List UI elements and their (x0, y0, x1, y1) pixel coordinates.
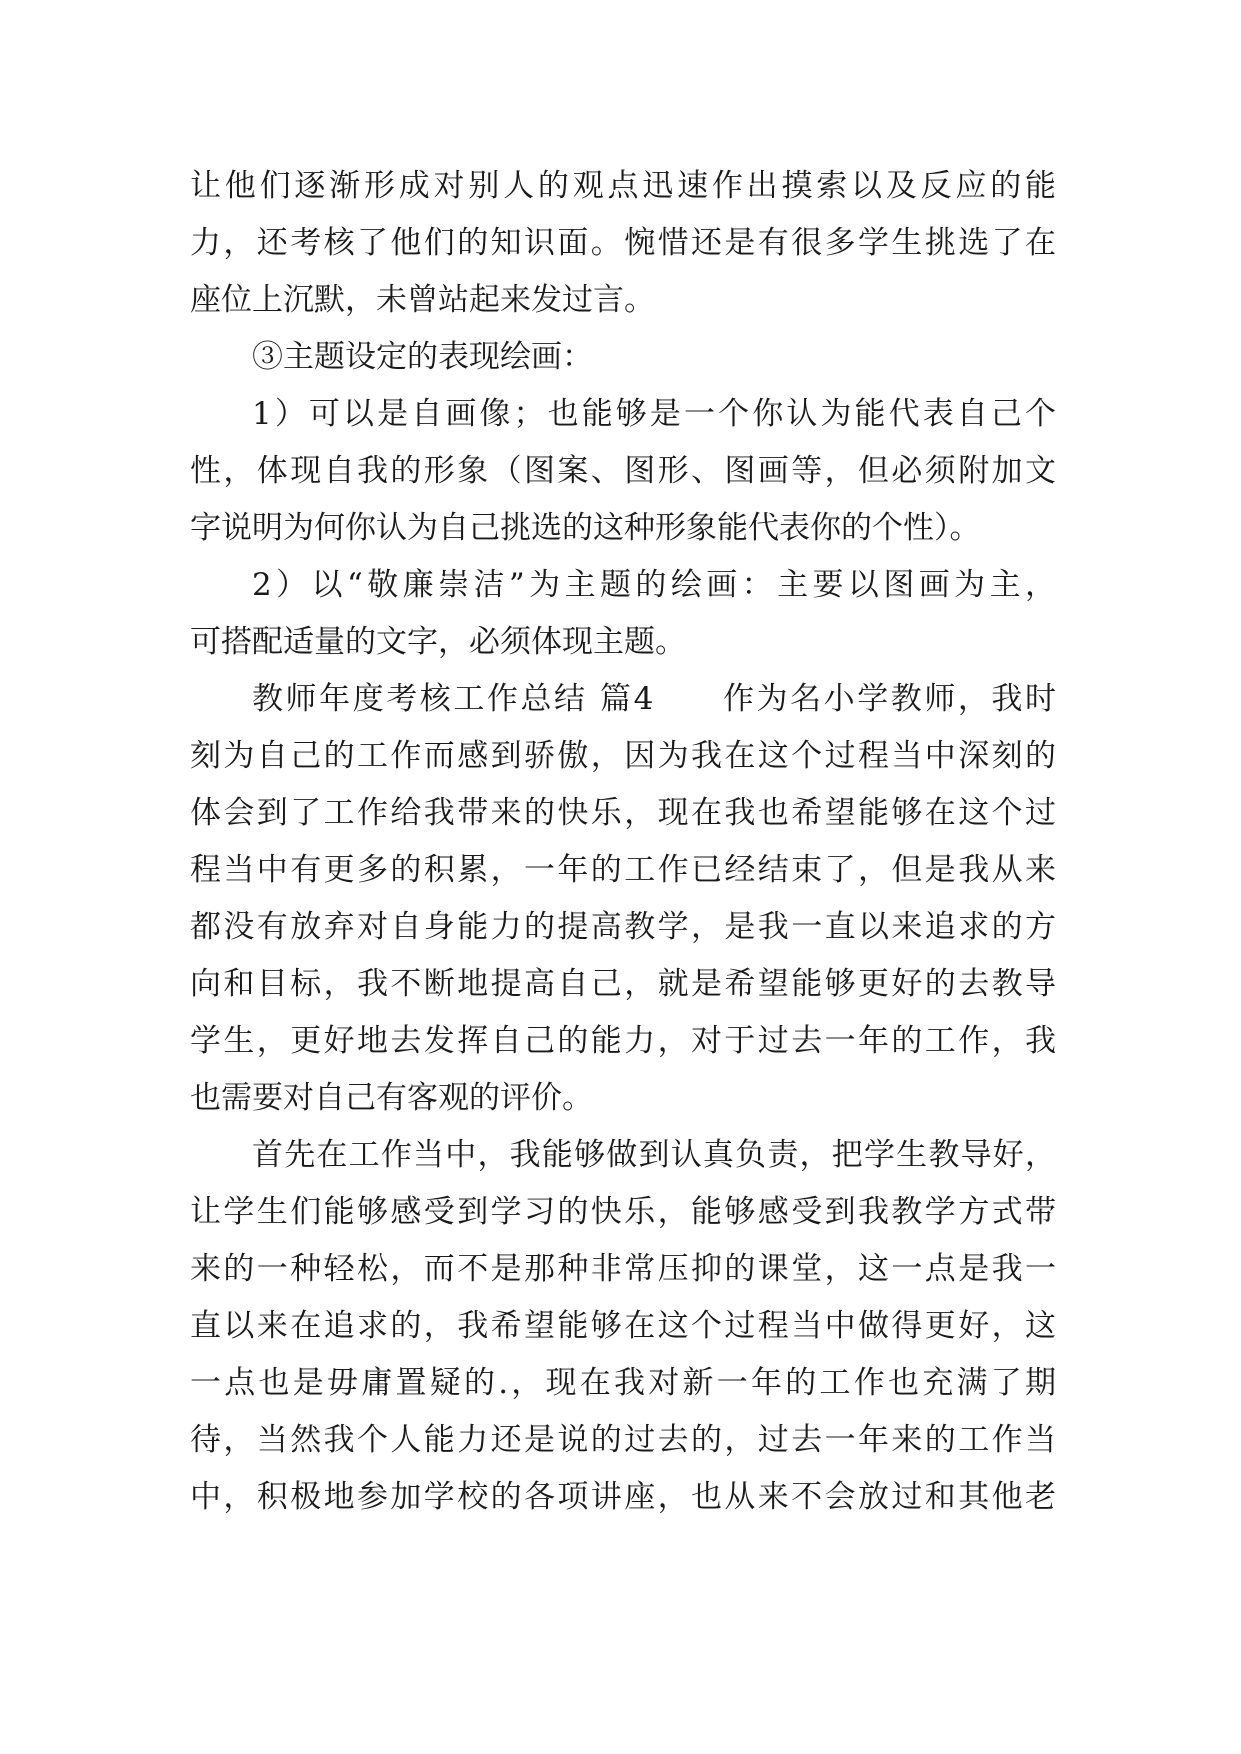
text-line: 一点也是毋庸置疑的.，现在我对新一年的工作也充满了期 (190, 1365, 1056, 1401)
text-line: 程当中有更多的积累，一年的工作已经结束了，但是我从来 (190, 852, 1056, 888)
text-line: 力，还考核了他们的知识面。惋惜还是有很多学生挑选了在 (190, 225, 1056, 261)
text-line: 中，积极地参加学校的各项讲座，也从来不会放过和其他老 (190, 1479, 1056, 1515)
text-line: 首先在工作当中，我能够做到认真负责，把学生教导好， (252, 1137, 1056, 1173)
text-line: 座位上沉默，未曾站起来发过言。 (190, 282, 655, 318)
text-line: 让学生们能够感受到学习的快乐，能够感受到我教学方式带 (190, 1194, 1056, 1230)
text-line: 向和目标，我不断地提高自己，就是希望能够更好的去教导 (190, 966, 1056, 1002)
text-line: 让他们逐渐形成对别人的观点迅速作出摸索以及反应的能 (190, 168, 1056, 204)
text-line: 直以来在追求的，我希望能够在这个过程当中做得更好，这 (190, 1308, 1056, 1344)
text-line: 字说明为何你认为自己挑选的这种形象能代表你的个性）。 (190, 510, 981, 546)
document-body (190, 158, 1056, 1526)
text-line: 可搭配适量的文字，必须体现主题。 (190, 624, 686, 660)
text-line: 体会到了工作给我带来的快乐，现在我也希望能够在这个过 (190, 795, 1056, 831)
text-line: 1）可以是自画像；也能够是一个你认为能代表自己个 (252, 396, 1056, 432)
text-line: 性，体现自我的形象（图案、图形、图画等，但必须附加文 (190, 453, 1056, 489)
text-line: 教师年度考核工作总结 篇4 作为名小学教师，我时 (252, 681, 1056, 717)
text-line: 刻为自己的工作而感到骄傲，因为我在这个过程当中深刻的 (190, 738, 1056, 774)
text-line: 来的一种轻松，而不是那种非常压抑的课堂，这一点是我一 (190, 1251, 1056, 1287)
text-line: 2）以“敬廉崇洁”为主题的绘画：主要以图画为主， (252, 567, 1056, 603)
text-line: 学生，更好地去发挥自己的能力，对于过去一年的工作，我 (190, 1023, 1056, 1059)
text-line: 都没有放弃对自身能力的提高教学，是我一直以来追求的方 (190, 909, 1056, 945)
text-line: ③主题设定的表现绘画： (252, 339, 593, 375)
text-line: 待，当然我个人能力还是说的过去的，过去一年来的工作当 (190, 1422, 1056, 1458)
text-line: 也需要对自己有客观的评价。 (190, 1080, 593, 1116)
